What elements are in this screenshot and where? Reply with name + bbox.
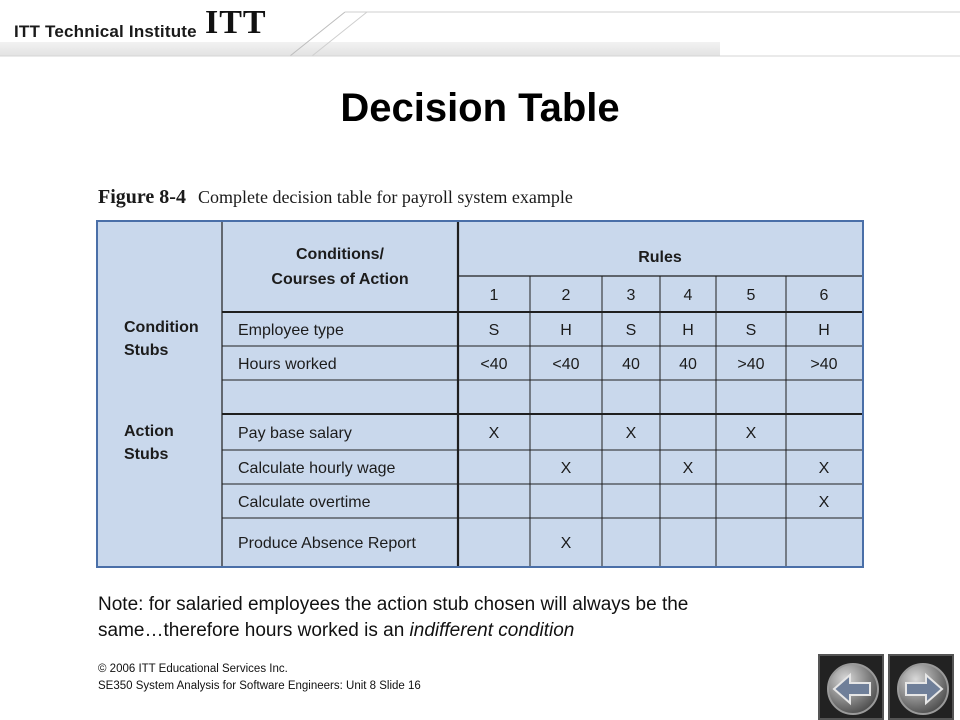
rule-cell-value: <40 — [480, 356, 508, 373]
rule-cell-value: X — [818, 494, 830, 511]
row-label: Hours worked — [238, 356, 337, 373]
row-label: Calculate hourly wage — [238, 460, 396, 477]
rule-cell-value: H — [560, 322, 572, 339]
header-band — [0, 0, 960, 58]
action-stubs-label: Action — [124, 423, 174, 440]
rule-number: 3 — [626, 287, 636, 304]
rule-cell-value: X — [560, 460, 572, 477]
rule-cell-value: X — [560, 535, 572, 552]
rule-cell-value: 40 — [679, 356, 697, 373]
footer-course: SE350 System Analysis for Software Engineers: Unit 8 Slide 16 — [98, 680, 421, 692]
note-line-2-text: same…therefore hours worked is an — [98, 620, 410, 641]
condition-stubs-label: Stubs — [124, 342, 169, 359]
forward-button[interactable] — [888, 654, 954, 720]
arrow-left-icon — [830, 670, 876, 708]
rule-cell-value: H — [818, 322, 830, 339]
rule-cell-value: S — [745, 322, 757, 339]
decision-table — [96, 220, 864, 568]
slide-title: Decision Table — [340, 86, 620, 130]
rule-cell-value: X — [745, 425, 757, 442]
rule-cell-value: >40 — [737, 356, 765, 373]
figure-caption — [98, 186, 573, 209]
note-line-2 — [98, 618, 858, 644]
rule-cell-value: X — [682, 460, 694, 477]
rule-cell-value: X — [625, 425, 637, 442]
rule-cell-value: X — [488, 425, 500, 442]
decision-table-grid — [98, 222, 862, 566]
rule-cell-value: H — [682, 322, 694, 339]
rule-number: 1 — [489, 287, 499, 304]
note-line-1: Note: for salaried employees the action stub chosen will always be the — [98, 594, 689, 615]
rule-number: 6 — [819, 287, 829, 304]
itt-logo: ITT — [205, 4, 267, 41]
action-stubs-label: Stubs — [124, 446, 169, 463]
row-label: Employee type — [238, 322, 344, 339]
note-emphasis: indifferent condition — [409, 620, 575, 641]
back-button[interactable] — [818, 654, 884, 720]
rule-cell-value: 40 — [622, 356, 640, 373]
rule-number: 4 — [683, 287, 693, 304]
rules-header: Rules — [638, 249, 682, 266]
conditions-header: Conditions/ — [296, 246, 384, 263]
footer — [98, 661, 421, 695]
rule-cell-value: S — [488, 322, 500, 339]
brand-name: ITT Technical Institute — [14, 22, 197, 41]
note — [98, 592, 858, 644]
condition-stubs-label: Condition — [124, 319, 199, 336]
rule-number: 5 — [746, 287, 756, 304]
courses-of-action-header: Courses of Action — [271, 271, 409, 288]
rule-cell-value: S — [625, 322, 637, 339]
figure-number: Figure 8-4 — [98, 186, 186, 208]
row-label: Calculate overtime — [238, 494, 371, 511]
arrow-right-icon — [900, 670, 946, 708]
rule-cell-value: X — [818, 460, 830, 477]
rule-cell-value: >40 — [810, 356, 838, 373]
rule-cell-value: <40 — [552, 356, 580, 373]
footer-copyright: © 2006 ITT Educational Services Inc. — [98, 663, 288, 675]
figure-caption-text: Complete decision table for payroll system example — [197, 187, 573, 207]
row-label: Pay base salary — [238, 425, 352, 442]
row-label: Produce Absence Report — [238, 535, 416, 552]
rule-number: 2 — [561, 287, 571, 304]
